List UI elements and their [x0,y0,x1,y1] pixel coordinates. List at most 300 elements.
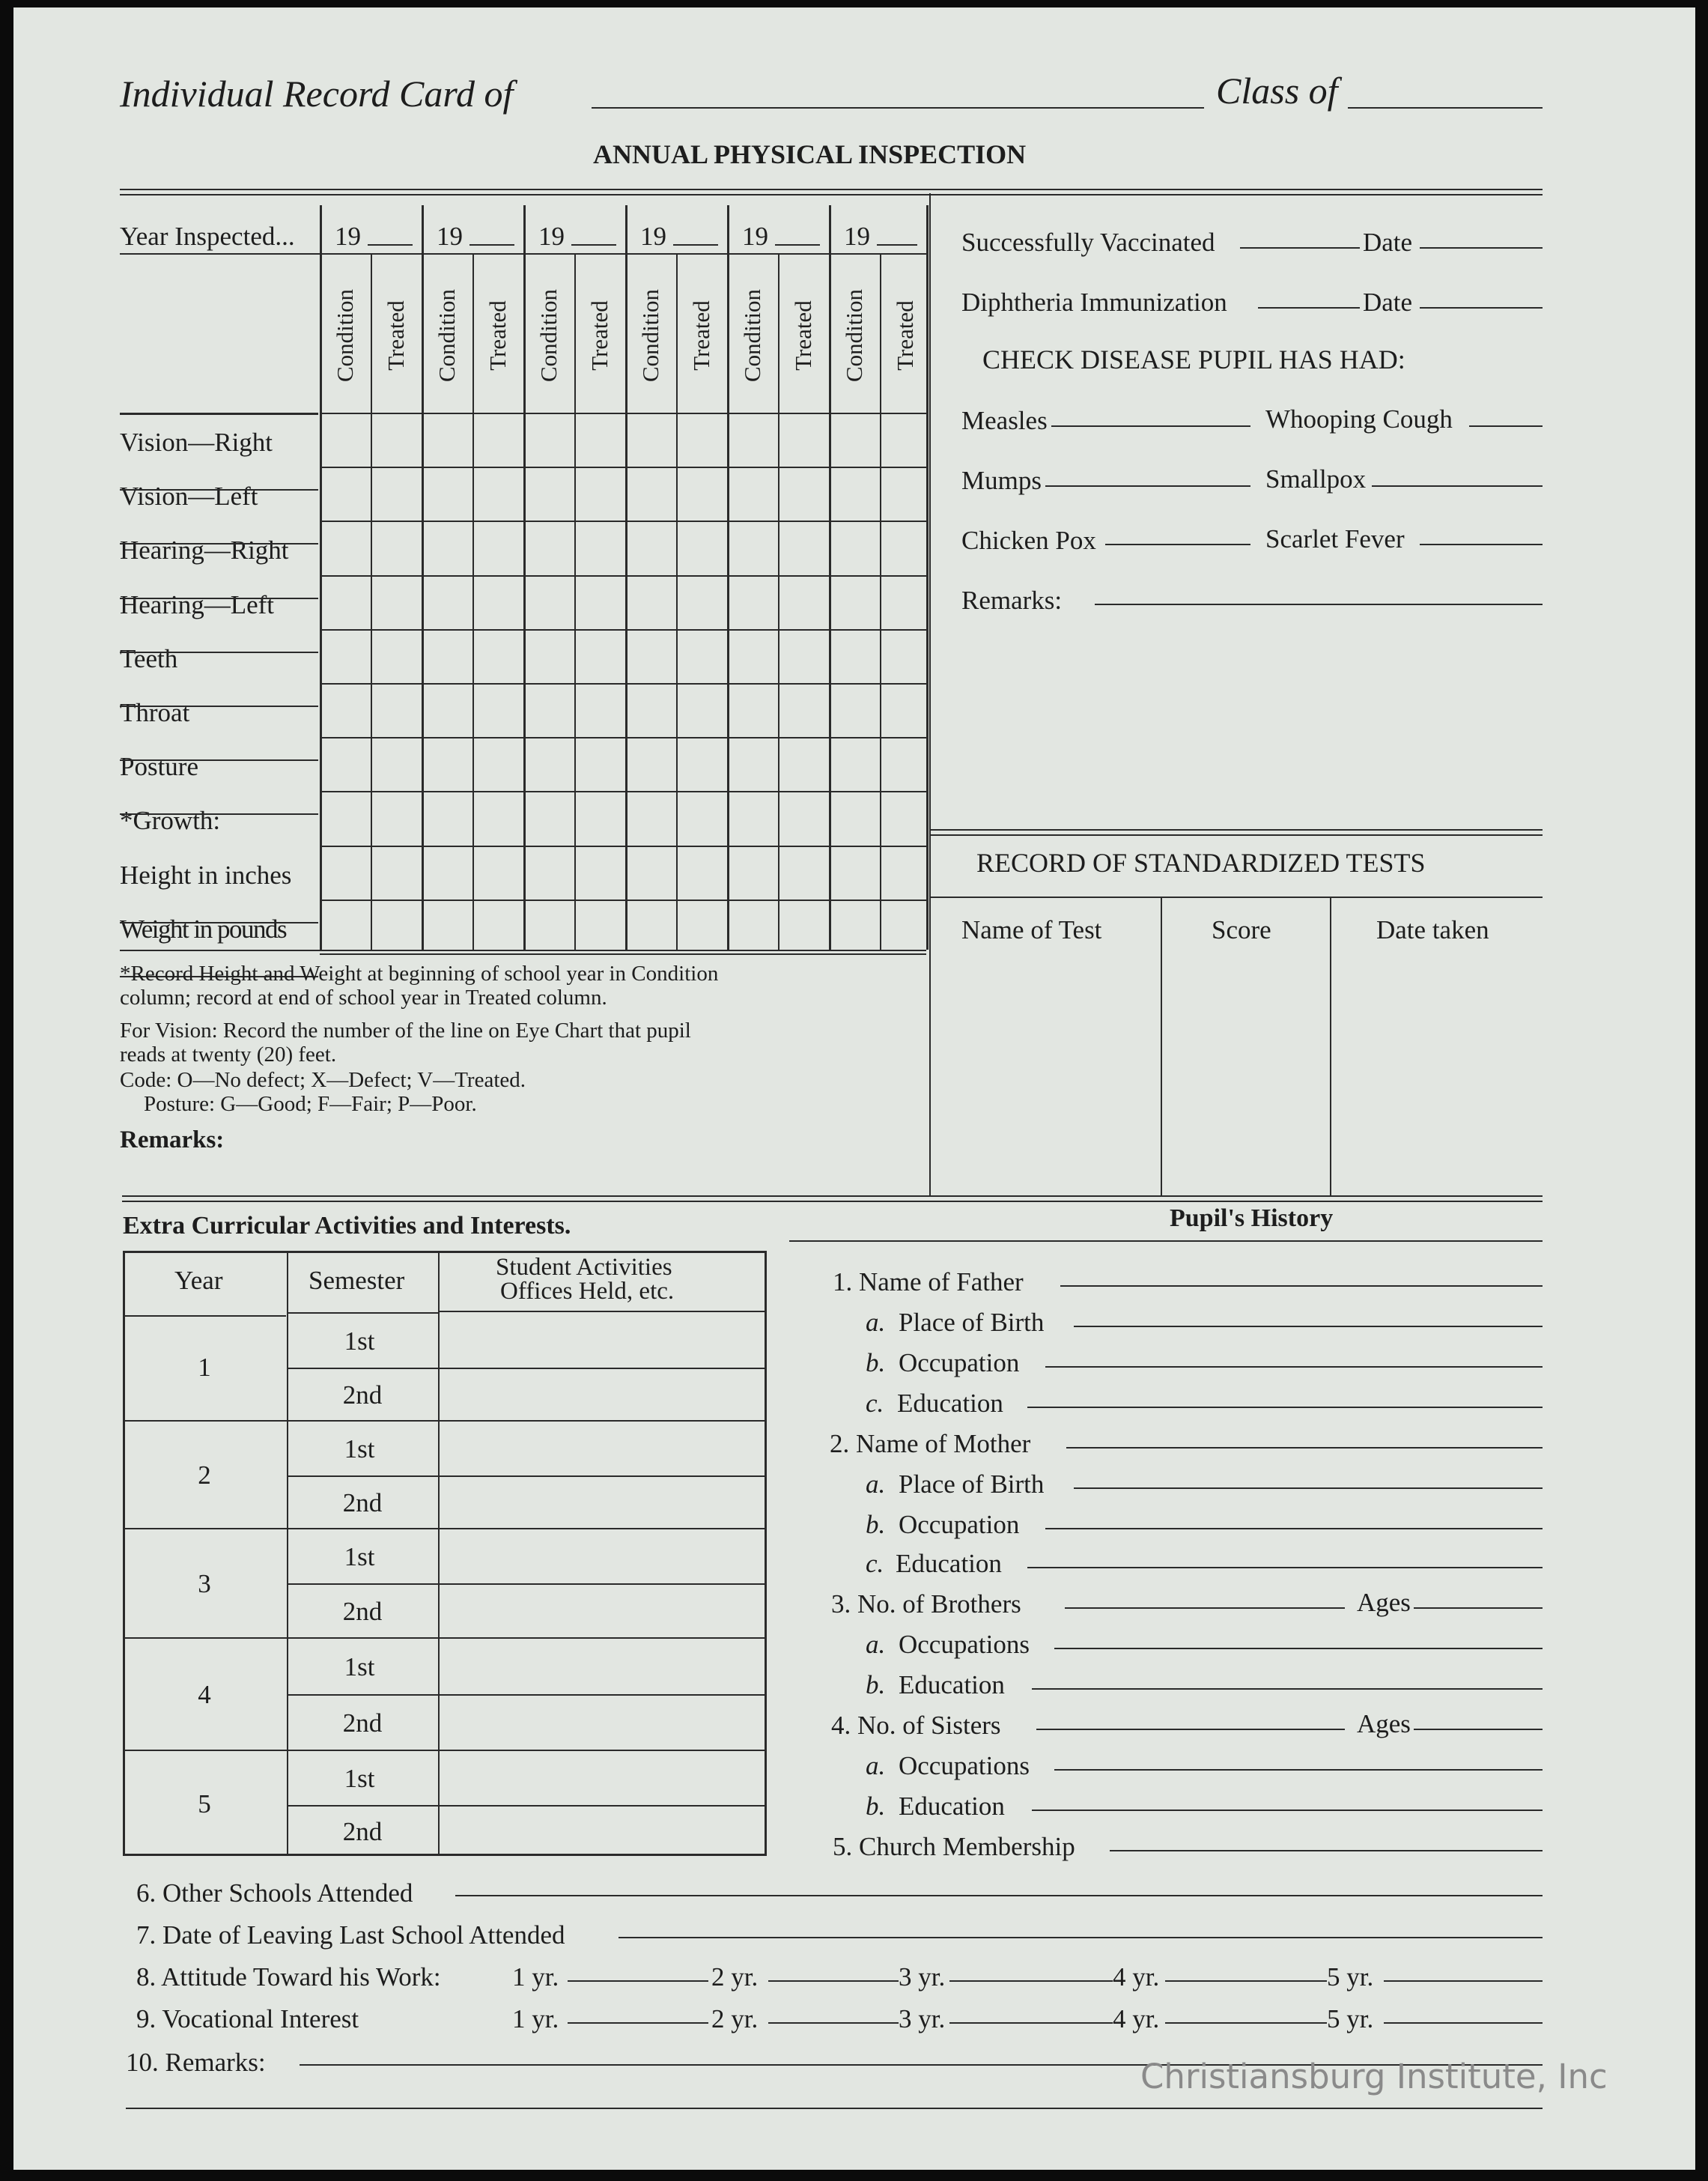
treated-column-header: Treated [484,300,511,371]
history-entry-line[interactable] [1074,1326,1543,1327]
ages-label: Ages [1357,1709,1411,1738]
inspection-cell[interactable] [474,577,522,628]
inspection-cell[interactable] [627,792,675,843]
year-prefix: 19 [640,222,666,251]
inspection-cell[interactable] [881,414,925,465]
semester-second: 2nd [342,1708,383,1738]
class-label: Class of [1216,70,1338,112]
inspection-cell[interactable] [321,468,369,519]
inspection-cell[interactable] [576,901,624,952]
diphtheria-label: Diphtheria Immunization [961,288,1227,317]
activities-entry-cell[interactable] [441,1697,763,1747]
year-entry-line[interactable] [1165,2022,1327,2024]
inspection-cell[interactable] [881,631,925,682]
inspection-cell[interactable] [474,414,522,465]
year-entry-line[interactable] [949,1980,1113,1982]
inspection-cell[interactable] [678,468,726,519]
activity-year: 3 [198,1569,211,1598]
activity-year: 5 [198,1789,211,1818]
year-row-line [123,1420,765,1422]
activities-entry-cell[interactable] [441,1586,763,1634]
activities-header-rule [440,1311,765,1312]
mumps-label: Mumps [961,466,1042,495]
inspection-remarks-label: Remarks: [120,1126,225,1153]
history-entry-line[interactable] [1045,1366,1543,1368]
history-entry-line[interactable] [1027,1407,1543,1408]
year-input-line[interactable] [571,244,616,246]
inspection-cell[interactable] [372,414,420,465]
inspection-cell[interactable] [474,847,522,898]
inspection-cell[interactable] [576,577,624,628]
year-entry-line[interactable] [1165,1980,1327,1982]
year-entry-line[interactable] [768,1980,899,1982]
condition-column-header: Condition [332,288,358,383]
inspection-cell[interactable] [525,738,573,789]
inspection-cell[interactable] [830,631,878,682]
inspection-row-label: *Growth: [120,806,221,836]
inspection-cell[interactable] [321,738,369,789]
sub-a: a. [866,1751,886,1780]
history-entry-line[interactable] [1066,1447,1543,1449]
history-entry-line[interactable] [1054,1769,1543,1771]
inspection-cell[interactable] [321,522,369,573]
father-label: 1. Name of Father [833,1267,1024,1296]
sub-b: b. [866,1348,886,1377]
inspection-cell[interactable] [372,468,420,519]
semester-first: 1st [344,1434,375,1463]
tests-score-cell[interactable] [1164,945,1328,1192]
tests-date-cell[interactable] [1333,945,1541,1192]
activities-entry-cell[interactable] [441,1640,763,1691]
history-entry-line[interactable] [1110,1850,1543,1851]
activities-entry-cell[interactable] [441,1808,763,1853]
history-heading-rule [789,1240,1543,1242]
inspection-cell[interactable] [525,631,573,682]
year-entry-line[interactable] [768,2022,899,2024]
date-leaving-line[interactable] [619,1937,1543,1938]
inspection-row-label: Weight in pounds [120,914,287,944]
inspection-cell[interactable] [474,631,522,682]
header-bottom-rule [120,413,318,415]
final-remarks-label: 10. Remarks: [126,2048,266,2077]
row-label-underline [120,706,318,707]
inspection-cell[interactable] [678,577,726,628]
inspection-cell[interactable] [423,685,471,735]
history-entry-line[interactable] [1074,1487,1543,1489]
inspection-row-label: Vision—Right [120,428,273,457]
inspection-cell[interactable] [576,631,624,682]
inspection-cell[interactable] [729,901,776,952]
inspection-cell[interactable] [321,414,369,465]
sub-a: a. [866,1308,886,1337]
inspection-cell[interactable] [423,577,471,628]
history-entry-line[interactable] [1027,1567,1543,1568]
activities-col-title-1: Student Activities [496,1254,672,1281]
tests-heading-rule [931,897,1543,898]
year-row-line [123,1637,765,1639]
year-entry-line[interactable] [1384,2022,1543,2024]
year-entry-line[interactable] [568,2022,708,2024]
inspection-cell[interactable] [678,901,726,952]
year-label-yr4: 4 yr. [1113,2004,1160,2033]
ages-line[interactable] [1414,1607,1543,1609]
inspection-cell[interactable] [321,685,369,735]
year-input-line[interactable] [368,244,413,246]
inspection-cell[interactable] [627,414,675,465]
treated-column-header: Treated [790,300,816,371]
sub-b: b. [866,1510,886,1539]
scarlet-fever-label: Scarlet Fever [1265,524,1405,553]
inspection-cell[interactable] [830,522,878,573]
treated-column-header: Treated [688,300,714,371]
vaccinated-date-line[interactable] [1420,247,1543,249]
other-schools-label: 6. Other Schools Attended [136,1878,413,1908]
inspection-cell[interactable] [779,522,827,573]
inspection-cell[interactable] [830,792,878,843]
inspection-cell[interactable] [321,577,369,628]
inspection-cell[interactable] [627,522,675,573]
inspection-cell[interactable] [627,847,675,898]
inspection-cell[interactable] [881,738,925,789]
history-entry-line[interactable] [1060,1285,1543,1287]
mother-birth-label: Place of Birth [899,1469,1045,1499]
inspection-cell[interactable] [474,522,522,573]
ages-label: Ages [1357,1588,1411,1617]
inspection-cell[interactable] [321,901,369,952]
inspection-cell[interactable] [678,414,726,465]
inspection-cell[interactable] [881,792,925,843]
code-note-1: Code: O—No defect; X—Defect; V—Treated. [120,1068,526,1092]
vaccinated-line[interactable] [1240,247,1360,249]
year-prefix: 19 [844,222,870,251]
center-divider [929,193,931,1197]
code-note-2: Posture: G—Good; F—Fair; P—Poor. [144,1092,477,1116]
year-entry-line[interactable] [949,2022,1113,2024]
inspection-cell[interactable] [627,738,675,789]
inspection-cell[interactable] [779,738,827,789]
inspection-cell[interactable] [830,577,878,628]
inspection-cell[interactable] [779,468,827,519]
inspection-cell[interactable] [525,685,573,735]
inspection-cell[interactable] [423,414,471,465]
sub-c: c. [866,1549,884,1578]
history-entry-line[interactable] [1036,1729,1345,1730]
inspection-cell[interactable] [525,414,573,465]
inspection-cell[interactable] [576,738,624,789]
vision-note-2: reads at twenty (20) feet. [120,1043,337,1067]
middle-rule [122,1195,1543,1202]
inspection-cell[interactable] [423,847,471,898]
mother-education-label: Education [896,1549,1002,1578]
diphtheria-date-line[interactable] [1420,307,1543,309]
inspection-cell[interactable] [881,522,925,573]
inspection-cell[interactable] [321,792,369,843]
father-birth-label: Place of Birth [899,1308,1045,1337]
sub-b: b. [866,1792,886,1821]
inspection-cell[interactable] [779,685,827,735]
activities-entry-cell[interactable] [441,1531,763,1580]
inspection-cell[interactable] [372,901,420,952]
year-label-yr2: 2 yr. [711,1962,759,1992]
year-input-line[interactable] [775,244,820,246]
year-label-yr1: 1 yr. [512,2004,559,2033]
inspection-cell[interactable] [525,792,573,843]
year-label-yr5: 5 yr. [1327,2004,1374,2033]
vocational-label: 9. Vocational Interest [136,2004,359,2033]
inspection-cell[interactable] [830,847,878,898]
year-input-line[interactable] [877,244,917,246]
sisters-label: 4. No. of Sisters [831,1711,1001,1740]
attitude-label: 8. Attitude Toward his Work: [136,1962,441,1992]
inspection-cell[interactable] [423,631,471,682]
ages-line[interactable] [1414,1729,1543,1730]
inspection-cell[interactable] [627,468,675,519]
treated-column-header: Treated [892,300,918,371]
inspection-row-label: Hearing—Right [120,536,289,565]
inspection-cell[interactable] [423,792,471,843]
year-entry-line[interactable] [568,1980,708,1982]
vaccinated-date-label: Date [1363,228,1413,257]
row-label-underline [120,813,318,815]
chicken-pox-line[interactable] [1105,544,1250,545]
activities-entry-cell[interactable] [441,1478,763,1525]
card-title: Individual Record Card of [120,73,514,115]
year-input-line[interactable] [469,244,514,246]
inspection-cell[interactable] [729,738,776,789]
inspection-bottom-line [120,950,926,951]
whooping-cough-label: Whooping Cough [1265,404,1453,434]
health-remarks-label: Remarks: [961,586,1063,615]
activities-entry-cell[interactable] [441,1315,763,1365]
inspection-row-label: Vision—Left [120,482,258,512]
whooping-cough-line[interactable] [1469,425,1543,427]
inspection-cell[interactable] [576,414,624,465]
inspection-cell[interactable] [423,738,471,789]
semester-row-line [288,1583,765,1585]
inspection-cell[interactable] [474,468,522,519]
inspection-cell[interactable] [881,847,925,898]
inspection-cell[interactable] [576,468,624,519]
year-label-yr2: 2 yr. [711,2004,759,2033]
inspection-cell[interactable] [474,738,522,789]
inspection-row-label: Hearing—Left [120,589,275,619]
year-label-yr4: 4 yr. [1113,1962,1160,1992]
year-prefix: 19 [335,222,361,251]
mother-occupation-label: Occupation [899,1510,1020,1539]
measles-line[interactable] [1051,425,1250,427]
activities-col-title-2: Offices Held, etc. [500,1278,675,1305]
activities-entry-cell[interactable] [441,1423,763,1472]
activities-col-semester: Semester [309,1266,405,1295]
activity-year: 2 [198,1460,211,1490]
condition-column-header: Condition [535,288,562,383]
row-label-underline [120,543,318,545]
semester-first: 1st [344,1764,375,1793]
inspection-cell[interactable] [729,685,776,735]
inspection-cell[interactable] [881,468,925,519]
inspection-cell[interactable] [678,738,726,789]
inspection-cell[interactable] [627,901,675,952]
semester-first: 1st [344,1652,375,1681]
inspection-cell[interactable] [372,792,420,843]
year-prefix: 19 [538,222,565,251]
vision-note-1: For Vision: Record the number of the line on Eye Chart that pupil [120,1019,691,1043]
inspection-cell[interactable] [525,847,573,898]
inspection-cell[interactable] [729,631,776,682]
diphtheria-line[interactable] [1258,307,1360,309]
activity-year: 1 [198,1353,211,1382]
inspection-cell[interactable] [729,522,776,573]
sub-b: b. [866,1670,886,1699]
inspection-cell[interactable] [729,847,776,898]
tests-col-date: Date taken [1376,915,1489,944]
inspection-cell[interactable] [321,847,369,898]
mumps-line[interactable] [1045,485,1250,487]
year-label-yr3: 3 yr. [899,1962,946,1992]
history-entry-line[interactable] [1065,1607,1345,1609]
year-label-yr1: 1 yr. [512,1962,559,1992]
condition-column-header: Condition [739,288,765,383]
inspection-cell[interactable] [474,901,522,952]
father-occupation-label: Occupation [899,1348,1020,1377]
tests-name-cell[interactable] [932,945,1159,1192]
inspection-cell[interactable] [627,577,675,628]
inspection-cell[interactable] [881,901,925,952]
inspection-cell[interactable] [779,414,827,465]
inspection-cell[interactable] [525,468,573,519]
inspection-cell[interactable] [779,577,827,628]
year-prefix: 19 [742,222,768,251]
semester-header-rule [288,1312,438,1314]
year-input-line[interactable] [673,244,718,246]
semester-first: 1st [344,1542,375,1571]
history-entry-line[interactable] [1054,1648,1543,1649]
growth-note-2: column; record at end of school year in Treated column. [120,986,607,1010]
inspection-cell[interactable] [779,631,827,682]
inspection-cell[interactable] [321,631,369,682]
inspection-cell[interactable] [372,577,420,628]
class-line[interactable] [1348,107,1543,109]
inspection-row-label: Teeth [120,643,178,673]
inspection-cell[interactable] [474,685,522,735]
semester-second: 2nd [342,1817,383,1846]
inspection-cell[interactable] [729,792,776,843]
inspection-cell[interactable] [627,631,675,682]
semester-row-line [288,1694,765,1696]
inspection-cell[interactable] [678,631,726,682]
inspection-cell[interactable] [423,522,471,573]
inspection-cell[interactable] [678,792,726,843]
inspection-cell[interactable] [729,577,776,628]
year-row-line [123,1750,765,1751]
sisters-occupations-label: Occupations [899,1751,1030,1780]
sub-c: c. [866,1389,884,1418]
inspection-cell[interactable] [779,901,827,952]
year-label-yr3: 3 yr. [899,2004,946,2033]
activity-year: 4 [198,1680,211,1709]
condition-column-header: Condition [637,288,663,383]
activities-entry-cell[interactable] [441,1753,763,1802]
inspection-cell[interactable] [830,468,878,519]
inspection-cell[interactable] [423,468,471,519]
inspection-cell[interactable] [830,738,878,789]
inspection-cell[interactable] [830,901,878,952]
inspection-cell[interactable] [372,847,420,898]
inspection-cell[interactable] [372,631,420,682]
smallpox-line[interactable] [1372,485,1543,487]
other-schools-line[interactable] [455,1895,1543,1896]
row-label-underline [120,598,318,599]
inspection-cell[interactable] [525,901,573,952]
final-remarks-line-2[interactable] [126,2108,1543,2109]
inspection-cell[interactable] [729,468,776,519]
year-entry-line[interactable] [1384,1980,1543,1982]
inspection-cell[interactable] [474,792,522,843]
sub-a: a. [866,1469,886,1499]
history-entry-line[interactable] [1032,1810,1543,1811]
scarlet-fever-line[interactable] [1420,544,1543,545]
smallpox-label: Smallpox [1265,464,1367,494]
row-label-underline [120,759,318,761]
inspection-cell[interactable] [372,685,420,735]
name-line[interactable] [592,107,1204,109]
year-prefix: 19 [437,222,463,251]
activities-col-divider-2 [438,1251,440,1856]
history-entry-line[interactable] [1045,1528,1543,1529]
inspection-cell[interactable] [423,901,471,952]
inspection-cell[interactable] [576,522,624,573]
inspection-cell[interactable] [678,847,726,898]
inspection-cell[interactable] [678,685,726,735]
tests-top-rule [931,829,1543,836]
semester-second: 2nd [342,1488,383,1517]
church-membership-label: 5. Church Membership [833,1832,1075,1861]
inspection-cell[interactable] [729,414,776,465]
watermark: Christiansburg Institute, Inc [1140,2057,1608,2096]
inspection-cell[interactable] [372,738,420,789]
inspection-cell[interactable] [830,414,878,465]
check-disease-heading: CHECK DISEASE PUPIL HAS HAD: [982,345,1405,374]
inspection-cell[interactable] [576,685,624,735]
history-heading: Pupil's History [1170,1204,1334,1232]
health-remarks-line[interactable] [1095,604,1543,605]
semester-first: 1st [344,1326,375,1356]
row-label-underline [120,922,318,923]
condition-column-header: Condition [434,288,460,383]
inspection-cell[interactable] [779,792,827,843]
inspection-cell[interactable] [525,577,573,628]
top-rule [120,189,1543,195]
brothers-label: 3. No. of Brothers [831,1589,1021,1619]
inspection-cell[interactable] [881,577,925,628]
inspection-cell[interactable] [576,847,624,898]
inspection-row-label: Height in inches [120,860,292,890]
tests-col-divider-2 [1330,898,1331,1195]
inspection-cell[interactable] [576,792,624,843]
date-leaving-label: 7. Date of Leaving Last School Attended [136,1920,565,1950]
history-entry-line[interactable] [1032,1688,1543,1690]
year-row-line [123,1528,765,1529]
inspection-cell[interactable] [779,847,827,898]
inspection-cell[interactable] [372,522,420,573]
inspection-cell[interactable] [627,685,675,735]
measles-label: Measles [961,406,1048,435]
inspection-cell[interactable] [830,685,878,735]
inspection-cell[interactable] [678,522,726,573]
inspection-cell[interactable] [881,685,925,735]
activities-entry-cell[interactable] [441,1371,763,1417]
inspection-cell[interactable] [525,522,573,573]
